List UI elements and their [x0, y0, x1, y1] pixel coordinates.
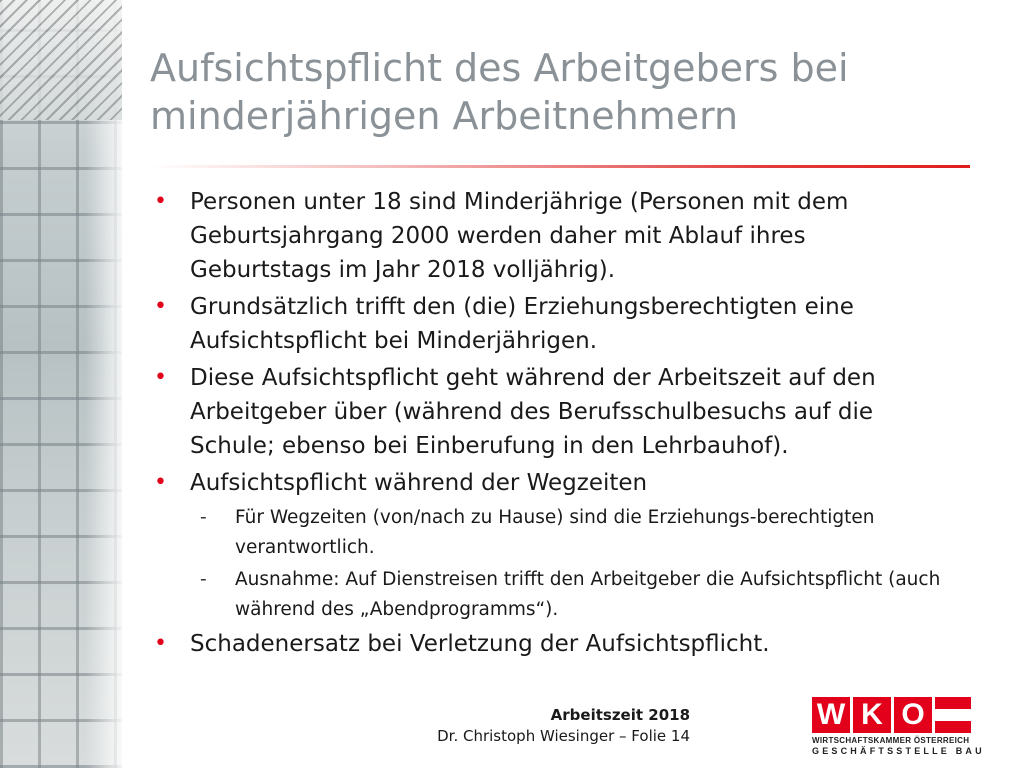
slide-title: Aufsichtspflicht des Arbeitgebers bei minderjährigen Arbeitnehmern — [150, 46, 849, 138]
bullet-item — [152, 185, 952, 287]
sub-bullet-marker: - — [200, 569, 207, 590]
slide-footer — [400, 705, 690, 747]
wko-logo — [812, 697, 985, 757]
sub-bullet-text: Ausnahme: Auf Dienstreisen trifft den Arbeitgeber die Aufsichtspflicht (auch während des „Abendprogramms“). — [235, 569, 941, 620]
sub-bullet-item — [152, 503, 952, 563]
bullet-text: Diese Aufsichtspflicht geht während der Arbeitszeit auf den Arbeitgeber über (während des Berufsschulbesuchs auf die Schule; ebenso bei Einberufung in den Lehrbauhof). — [190, 365, 876, 459]
logo-letter-w: W — [812, 697, 850, 733]
bullet-item — [152, 466, 952, 500]
bullet-marker: • — [154, 189, 167, 214]
logo-letters — [812, 697, 972, 733]
sub-bullet-item — [152, 565, 952, 625]
building-photo — [0, 0, 122, 768]
slide-content — [152, 185, 952, 664]
sub-bullet-marker: - — [200, 507, 207, 528]
logo-letter-o: O — [894, 697, 932, 733]
bullet-marker: • — [154, 631, 167, 656]
sub-bullet-text: Für Wegzeiten (von/nach zu Hause) sind die Erziehungs-berechtigten verantwortlich. — [235, 507, 875, 558]
bullet-text: Personen unter 18 sind Minderjährige (Personen mit dem Geburtsjahrgang 2000 werden daher mit Ablauf ihres Geburtstags im Jahr 2018 volljährig). — [190, 189, 849, 283]
bullet-text: Schadenersatz bei Verletzung der Aufsichtspflicht. — [190, 631, 770, 657]
austria-flag-icon — [935, 697, 971, 733]
footer-title: Arbeitszeit 2018 — [550, 706, 690, 724]
title-underline — [150, 165, 970, 168]
bullet-marker: • — [154, 470, 167, 495]
logo-org-name: WIRTSCHAFTSKAMMER ÖSTERREICH — [812, 736, 970, 745]
bullet-item — [152, 361, 952, 463]
bullet-text: Aufsichtspflicht während der Wegzeiten — [190, 470, 648, 496]
footer-author: Dr. Christoph Wiesinger – Folie 14 — [437, 727, 690, 745]
building-roof — [0, 0, 122, 120]
logo-branch-name: GESCHÄFTSSTELLE BAU — [812, 746, 985, 756]
bullet-item — [152, 627, 952, 661]
bullet-text: Grundsätzlich trifft den (die) Erziehungsberechtigten eine Aufsichtspflicht bei Minderjährigen. — [190, 294, 854, 354]
bullet-item — [152, 290, 952, 358]
logo-letter-k: K — [853, 697, 891, 733]
bullet-marker: • — [154, 365, 167, 390]
bullet-marker: • — [154, 294, 167, 319]
